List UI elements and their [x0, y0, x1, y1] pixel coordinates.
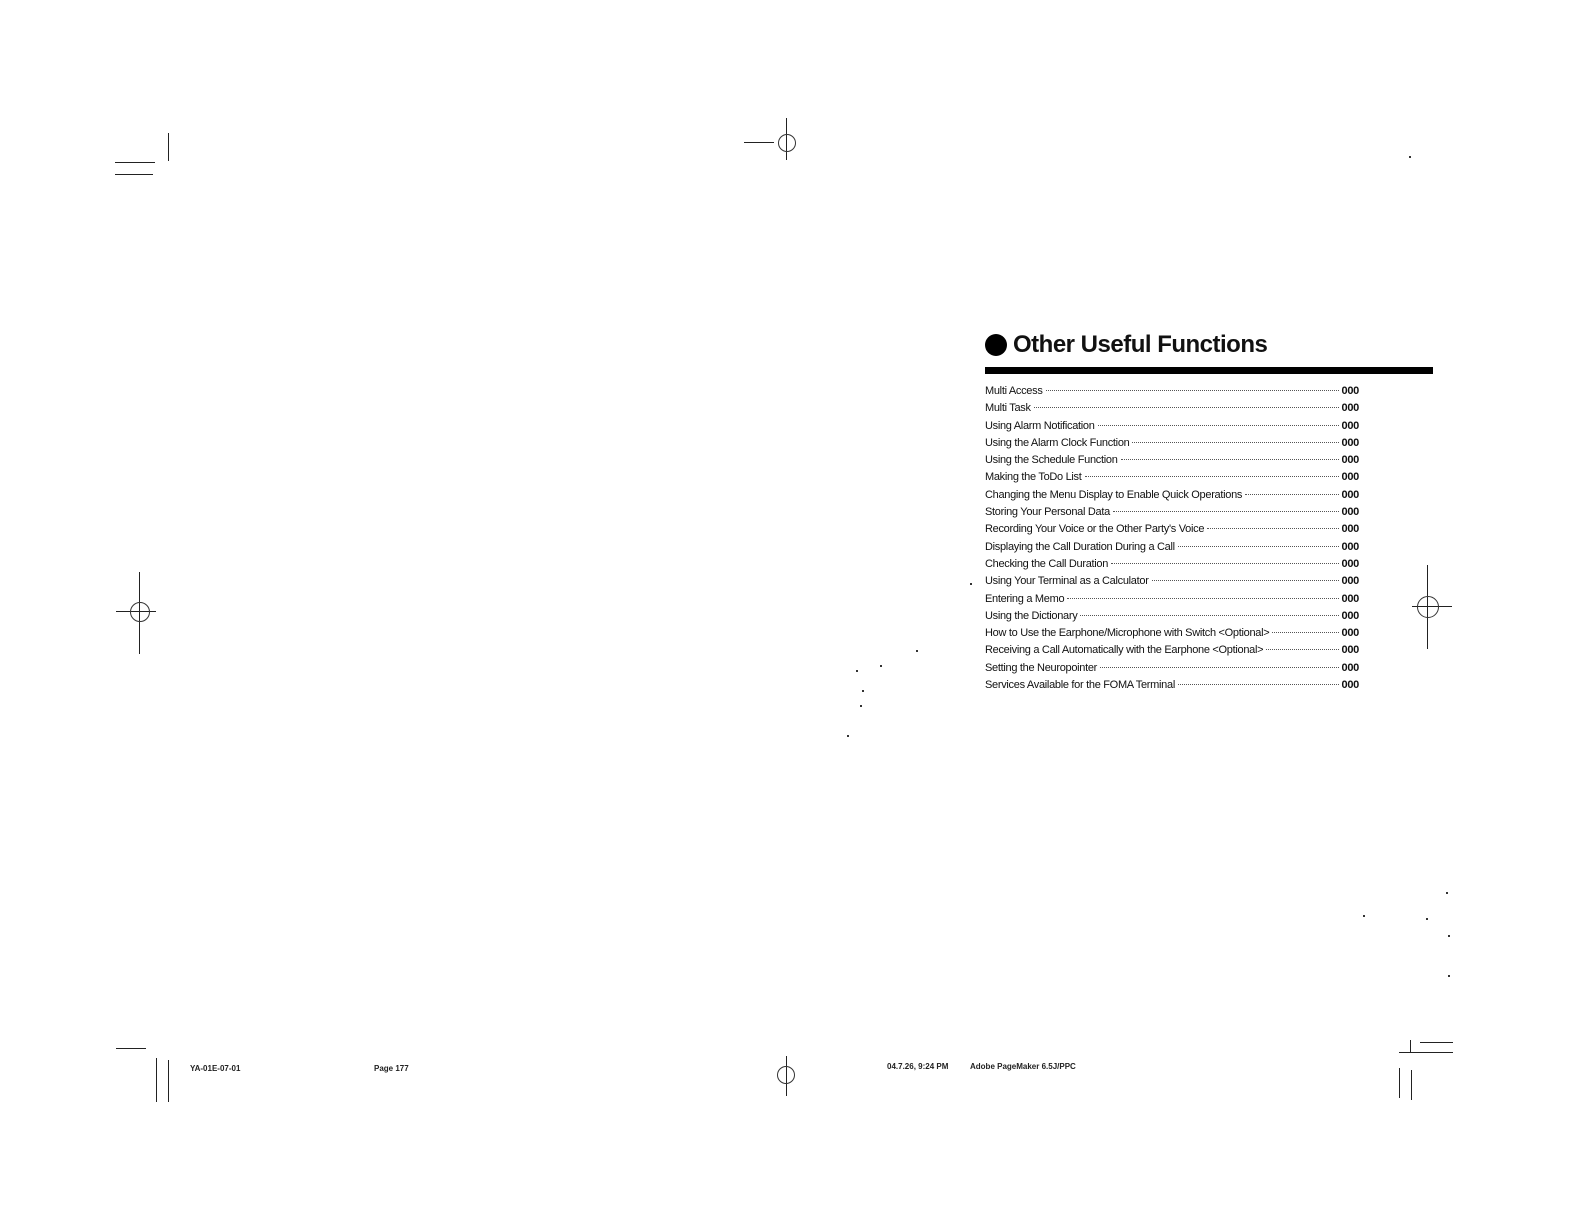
- toc-entry-page: 000: [1341, 402, 1359, 415]
- toc-entry-title: Setting the Neuropointer: [985, 661, 1098, 674]
- toc-entry-title: Checking the Call Duration: [985, 557, 1109, 570]
- toc-entry-page: 000: [1341, 488, 1359, 501]
- toc-entry-title: Entering a Memo: [985, 592, 1065, 605]
- crop-mark-bottom-right: [1410, 1040, 1411, 1053]
- toc-entry[interactable]: [985, 437, 1359, 454]
- toc-entry-title: Using the Dictionary: [985, 609, 1078, 622]
- toc-entry-page: 000: [1341, 557, 1359, 570]
- toc-entry-title: Using the Alarm Clock Function: [985, 436, 1130, 449]
- scan-speck: [970, 583, 972, 585]
- scan-speck: [1409, 156, 1411, 158]
- dot-leader: [1067, 598, 1338, 599]
- toc-entry-title: Recording Your Voice or the Other Party's Voice: [985, 523, 1205, 536]
- scan-speck: [862, 690, 864, 692]
- scan-speck: [1446, 892, 1448, 894]
- crosshair-registration-icon: [777, 1066, 795, 1084]
- dot-leader: [1245, 494, 1338, 495]
- toc-entry-title: Receiving a Call Automatically with the Earphone <Optional>: [985, 644, 1264, 657]
- scan-speck: [880, 665, 882, 667]
- dot-leader: [1085, 476, 1339, 477]
- toc-entry-page: 000: [1341, 454, 1359, 467]
- toc-entry[interactable]: [985, 471, 1359, 488]
- toc-entry-title: Displaying the Call Duration During a Call: [985, 540, 1175, 553]
- dot-leader: [1080, 615, 1338, 616]
- toc-entry-title: Using Your Terminal as a Calculator: [985, 575, 1149, 588]
- toc-entry-page: 000: [1341, 385, 1359, 397]
- crop-mark-top-left: [115, 162, 155, 163]
- crop-mark-bottom-left: [168, 1060, 169, 1102]
- toc-entry[interactable]: [985, 627, 1359, 644]
- scan-speck: [856, 670, 858, 672]
- dot-leader: [1121, 459, 1339, 460]
- toc-entry[interactable]: [985, 575, 1359, 592]
- dot-leader: [1111, 563, 1339, 564]
- crosshair-registration-icon: [130, 602, 150, 622]
- toc-entry-page: 000: [1341, 523, 1359, 536]
- toc-entry-page: 000: [1341, 471, 1359, 484]
- crop-mark-bottom-left: [156, 1058, 157, 1102]
- section-heading: [985, 328, 1433, 362]
- dot-leader: [1178, 546, 1339, 547]
- section-title: Other Useful Functions: [1013, 331, 1268, 358]
- crop-mark-bottom-right: [1399, 1068, 1400, 1098]
- toc-entry-title: Using Alarm Notification: [985, 419, 1095, 432]
- toc-entry[interactable]: [985, 558, 1359, 575]
- dot-leader: [1132, 442, 1338, 443]
- toc-entry[interactable]: [985, 541, 1359, 558]
- footer-page-label: Page 177: [374, 1064, 409, 1073]
- scan-speck: [1448, 935, 1450, 937]
- toc-entry-page: 000: [1341, 609, 1359, 622]
- footer-timestamp: 04.7.26, 9:24 PM: [887, 1062, 949, 1071]
- toc-entry[interactable]: [985, 420, 1359, 437]
- footer-file-id: YA-01E-07-01: [190, 1064, 241, 1073]
- toc-entry-page: 000: [1341, 436, 1359, 449]
- toc-entry[interactable]: [985, 523, 1359, 540]
- toc-entry[interactable]: [985, 489, 1359, 506]
- toc-entry[interactable]: [985, 454, 1359, 471]
- toc-entry[interactable]: [985, 662, 1359, 679]
- toc-entry-title: How to Use the Earphone/Microphone with Switch <Optional>: [985, 627, 1270, 640]
- toc-entry-page: 000: [1341, 627, 1359, 640]
- registration-mark-top-center: [744, 142, 774, 143]
- toc-entry-title: Services Available for the FOMA Terminal: [985, 679, 1175, 692]
- toc-entry-page: 000: [1341, 419, 1359, 432]
- heading-rule: [985, 367, 1433, 374]
- toc-entry-page: 000: [1341, 644, 1359, 657]
- scan-speck: [847, 735, 849, 737]
- dot-leader: [1034, 407, 1339, 408]
- dot-leader: [1098, 425, 1339, 426]
- dot-leader: [1266, 649, 1338, 650]
- scan-speck: [1363, 915, 1365, 917]
- scan-speck: [916, 650, 918, 652]
- toc-entry[interactable]: [985, 593, 1359, 610]
- dot-leader: [1113, 511, 1339, 512]
- toc-entry[interactable]: [985, 402, 1359, 419]
- crosshair-registration-icon: [778, 134, 796, 152]
- footer-software: Adobe PageMaker 6.5J/PPC: [970, 1062, 1076, 1071]
- dot-leader: [1178, 684, 1339, 685]
- scan-speck: [860, 705, 862, 707]
- filled-circle-bullet-icon: [985, 334, 1007, 356]
- crop-mark-bottom-right: [1399, 1052, 1453, 1053]
- dot-leader: [1100, 667, 1339, 668]
- dot-leader: [1152, 580, 1339, 581]
- toc-entry-title: Using the Schedule Function: [985, 454, 1118, 467]
- toc-entry[interactable]: [985, 385, 1359, 402]
- toc-entry-title: Making the ToDo List: [985, 471, 1082, 484]
- toc-entry[interactable]: [985, 506, 1359, 523]
- toc-entry[interactable]: [985, 610, 1359, 627]
- crop-mark-bottom-right: [1411, 1070, 1412, 1100]
- dot-leader: [1046, 390, 1339, 391]
- crop-mark-bottom-left: [116, 1048, 146, 1049]
- toc-entry-page: 000: [1341, 661, 1359, 674]
- toc-entry-page: 000: [1341, 575, 1359, 588]
- toc-entry-page: 000: [1341, 592, 1359, 605]
- toc-entry[interactable]: [985, 644, 1359, 661]
- scan-speck: [1448, 975, 1450, 977]
- crop-mark-bottom-right: [1420, 1042, 1453, 1043]
- dot-leader: [1207, 528, 1338, 529]
- crop-mark-top-left: [115, 174, 153, 175]
- toc-entry-title: Multi Task: [985, 402, 1031, 415]
- table-of-contents: [985, 385, 1359, 696]
- toc-entry-title: Multi Access: [985, 385, 1043, 397]
- toc-entry-page: 000: [1341, 506, 1359, 519]
- toc-entry-title: Changing the Menu Display to Enable Quick Operations: [985, 488, 1243, 501]
- scan-speck: [1426, 918, 1428, 920]
- crop-mark-top-left: [168, 133, 169, 161]
- other-useful-functions-section: [985, 328, 1433, 712]
- toc-entry-page: 000: [1341, 679, 1359, 692]
- toc-entry-page: 000: [1341, 540, 1359, 553]
- dot-leader: [1272, 632, 1338, 633]
- toc-entry-title: Storing Your Personal Data: [985, 506, 1110, 519]
- toc-entry[interactable]: [985, 679, 1359, 696]
